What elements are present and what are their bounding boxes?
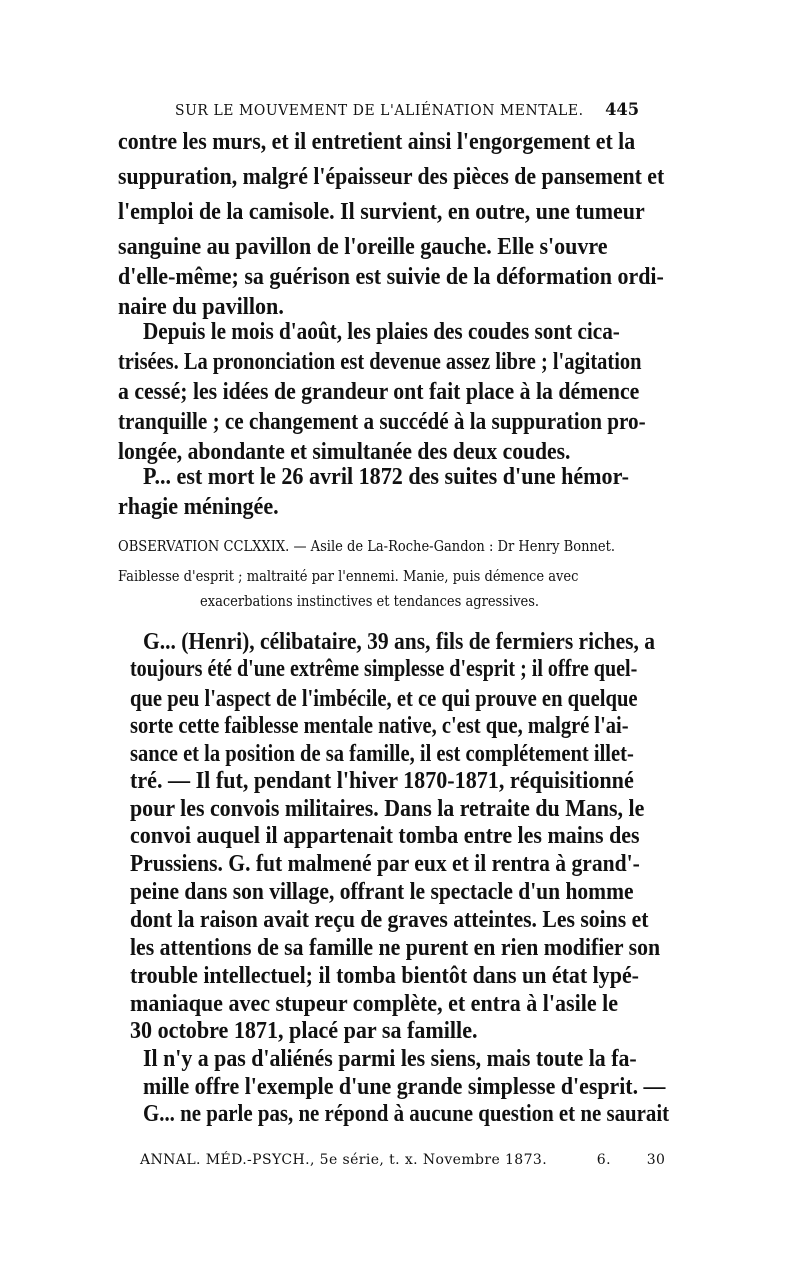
text-line: suppuration, malgré l'épaisseur des pièces de pansement et (118, 164, 665, 190)
text-line: a cessé; les idées de grandeur ont fait place à la démence (118, 379, 640, 405)
journal-reference: ANNAL. MÉD.-PSYCH., 5e série, t. x. Novembre 1873. (140, 1152, 548, 1168)
text-line: Il n'y a pas d'aliénés parmi les siens, mais toute la fa- (143, 1046, 637, 1072)
text-line: l'emploi de la camisole. Il survient, en outre, une tumeur (118, 199, 645, 225)
running-header (175, 100, 674, 120)
text-line: dont la raison avait reçu de graves atteintes. Les soins et (130, 907, 649, 933)
text-line: Depuis le mois d'août, les plaies des coudes sont cica- (143, 319, 620, 345)
observation-summary: Faiblesse d'esprit ; maltraité par l'ennemi. Manie, puis démence avec (118, 569, 579, 585)
footer (140, 1152, 665, 1168)
text-line: P... est mort le 26 avril 1872 des suites d'une hémor- (143, 464, 629, 490)
text-line: toujours été d'une extrême simplesse d'esprit ; il offre quel- (130, 656, 638, 682)
text-line: maniaque avec stupeur complète, et entra à l'asile le (130, 991, 618, 1017)
text-line: peine dans son village, offrant le spectacle d'un homme (130, 879, 634, 905)
running-title: SUR LE MOUVEMENT DE L'ALIÉNATION MENTALE. (175, 103, 584, 119)
text-line: 30 octobre 1871, placé par sa famille. (130, 1018, 478, 1044)
text-line: trouble intellectuel; il tomba bientôt dans un état lypé- (130, 963, 639, 989)
text-line: les attentions de sa famille ne purent en rien modifier son (130, 935, 661, 961)
text-line: longée, abondante et simultanée des deux coudes. (118, 439, 571, 465)
text-line: tranquille ; ce changement a succédé à la suppuration pro- (118, 409, 646, 435)
text-line: rhagie méningée. (118, 494, 279, 520)
text-line: Prussiens. G. fut malmené par eux et il rentra à grand'- (130, 851, 640, 877)
text-line: tré. — Il fut, pendant l'hiver 1870-1871, réquisitionné (130, 768, 634, 794)
text-line: G... (Henri), célibataire, 39 ans, fils de fermiers riches, a (143, 629, 656, 655)
text-line: que peu l'aspect de l'imbécile, et ce qui prouve en quelque (130, 686, 638, 712)
text-line: naire du pavillon. (118, 294, 284, 320)
text-line: convoi auquel il appartenait tomba entre les mains des (130, 823, 640, 849)
text-line: contre les murs, et il entretient ainsi l'engorgement et la (118, 129, 636, 155)
text-line: trisées. La prononciation est devenue assez libre ; l'agitation (118, 349, 642, 375)
text-line: mille offre l'exemple d'une grande simplesse d'esprit. — (143, 1074, 666, 1100)
text-line: G... ne parle pas, ne répond à aucune question et ne saurait (143, 1101, 670, 1127)
observation-title: OBSERVATION CCLXXIX. — Asile de La-Roche-Gandon : Dr Henry Bonnet. (118, 539, 616, 555)
signature-mark: 6. (596, 1152, 611, 1168)
text-line: sanguine au pavillon de l'oreille gauche. Elle s'ouvre (118, 234, 608, 260)
text-line: d'elle-même; sa guérison est suivie de la déformation ordi- (118, 264, 664, 290)
text-line: pour les convois militaires. Dans la retraite du Mans, le (130, 796, 645, 822)
text-line: sorte cette faiblesse mentale native, c'est que, malgré l'ai- (130, 713, 629, 739)
observation-summary: exacerbations instinctives et tendances agressives. (200, 594, 540, 610)
sheet-number: 30 (646, 1152, 666, 1168)
page-number: 445 (605, 100, 640, 120)
text-line: sance et la position de sa famille, il est complétement illet- (130, 741, 634, 767)
